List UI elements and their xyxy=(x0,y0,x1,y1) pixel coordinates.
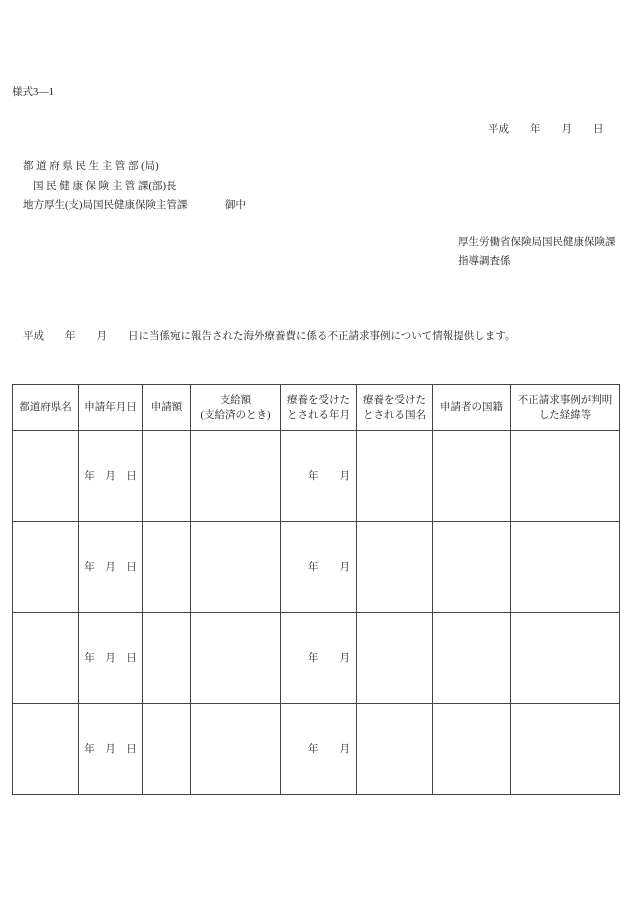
header-treatment-country: 療養を受けた とされる国名 xyxy=(357,385,433,431)
cell-prefecture[interactable] xyxy=(13,704,79,795)
cell-discovery-circumstances[interactable] xyxy=(511,522,620,613)
table-row xyxy=(13,704,620,795)
cell-treatment-country[interactable] xyxy=(357,431,433,522)
sender-line-2: 指導調査係 xyxy=(458,256,511,267)
cell-paid-amount[interactable] xyxy=(191,431,281,522)
sender-line-1: 厚生労働省保険局国民健康保険課 xyxy=(458,237,616,248)
table-row xyxy=(13,431,620,522)
table-row xyxy=(13,613,620,704)
cell-prefecture[interactable] xyxy=(13,522,79,613)
header-applicant-nationality: 申請者の国籍 xyxy=(433,385,511,431)
header-prefecture: 都道府県名 xyxy=(13,385,79,431)
addressee-line-1: 都 道 府 県 民 生 主 管 部 (局) xyxy=(23,161,159,172)
cell-paid-amount[interactable] xyxy=(191,704,281,795)
cell-discovery-circumstances[interactable] xyxy=(511,613,620,704)
addressee-line-2: 国 民 健 康 保 険 主 管 課(部)長 xyxy=(33,181,177,192)
header-application-date: 申請年月日 xyxy=(79,385,143,431)
header-paid-amount: 支給額 (支給済のとき) xyxy=(191,385,281,431)
addressee-line-3: 地方厚生(支)局国民健康保険主管課 xyxy=(23,200,188,211)
body-text: 平成 年 月 日に当係宛に報告された海外療養費に係る不正請求事例について情報提供します。 xyxy=(23,331,516,342)
cell-discovery-circumstances[interactable] xyxy=(511,704,620,795)
header-application-amount: 申請額 xyxy=(143,385,191,431)
cell-treatment-month[interactable]: 年 月 xyxy=(281,704,357,795)
cell-treatment-month[interactable]: 年 月 xyxy=(281,613,357,704)
report-table xyxy=(12,384,620,795)
cell-treatment-country[interactable] xyxy=(357,613,433,704)
cell-treatment-country[interactable] xyxy=(357,704,433,795)
cell-applicant-nationality[interactable] xyxy=(433,431,511,522)
cell-treatment-country[interactable] xyxy=(357,522,433,613)
cell-application-amount[interactable] xyxy=(143,431,191,522)
cell-treatment-month[interactable]: 年 月 xyxy=(281,431,357,522)
cell-application-date[interactable]: 年 月 日 xyxy=(79,431,143,522)
table-header-row xyxy=(13,385,620,431)
cell-application-date[interactable]: 年 月 日 xyxy=(79,613,143,704)
honorific: 御中 xyxy=(225,200,246,211)
cell-applicant-nationality[interactable] xyxy=(433,704,511,795)
cell-application-amount[interactable] xyxy=(143,704,191,795)
table-row xyxy=(13,522,620,613)
header-treatment-month: 療養を受けた とされる年月 xyxy=(281,385,357,431)
form-number: 様式3—1 xyxy=(12,87,54,98)
cell-application-date[interactable]: 年 月 日 xyxy=(79,522,143,613)
cell-applicant-nationality[interactable] xyxy=(433,613,511,704)
header-discovery-circumstances: 不正請求事例が判明 した経緯等 xyxy=(511,385,620,431)
cell-discovery-circumstances[interactable] xyxy=(511,431,620,522)
cell-paid-amount[interactable] xyxy=(191,613,281,704)
cell-treatment-month[interactable]: 年 月 xyxy=(281,522,357,613)
cell-paid-amount[interactable] xyxy=(191,522,281,613)
date-line: 平成 年 月 日 xyxy=(488,124,604,135)
cell-prefecture[interactable] xyxy=(13,613,79,704)
cell-prefecture[interactable] xyxy=(13,431,79,522)
cell-application-amount[interactable] xyxy=(143,613,191,704)
cell-application-amount[interactable] xyxy=(143,522,191,613)
cell-application-date[interactable]: 年 月 日 xyxy=(79,704,143,795)
cell-applicant-nationality[interactable] xyxy=(433,522,511,613)
